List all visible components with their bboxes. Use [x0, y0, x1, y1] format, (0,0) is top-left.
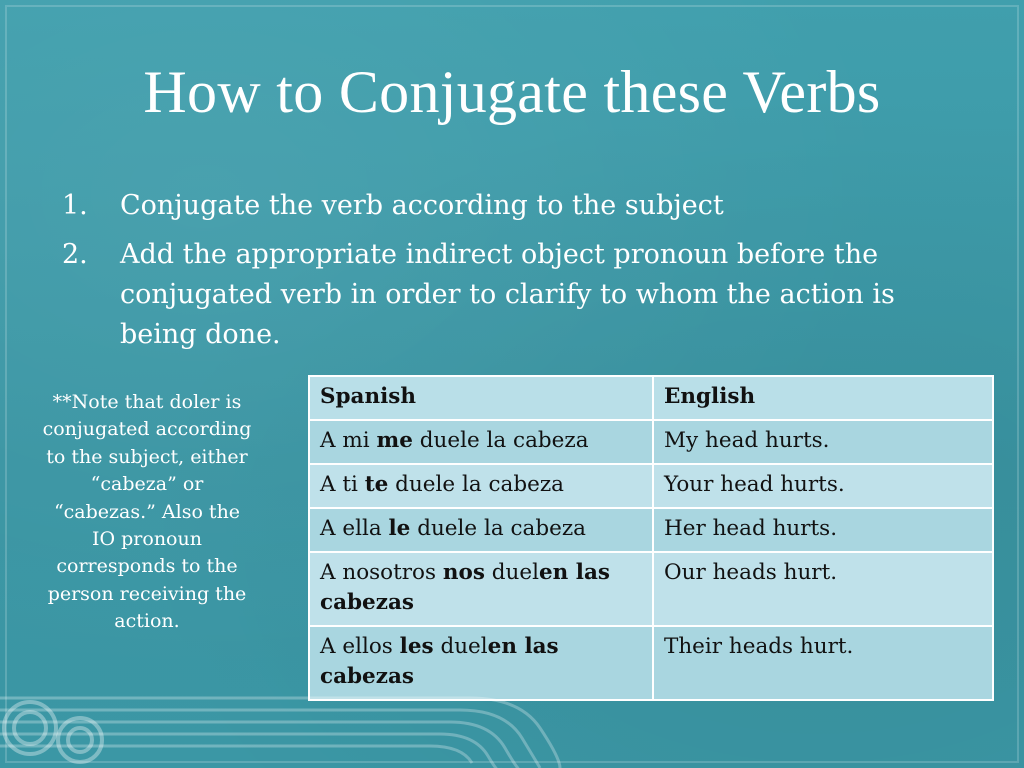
slide-title: How to Conjugate these Verbs: [143, 59, 881, 125]
step-number: 2.: [62, 239, 88, 270]
io-pronoun: les: [399, 634, 434, 659]
cell-spanish: [309, 420, 653, 464]
cell-spanish: [309, 552, 653, 626]
cell-text: A ellos: [320, 634, 400, 659]
step-item: [62, 186, 942, 226]
step-item: [62, 235, 942, 355]
cell-english: My head hurts.: [653, 420, 993, 464]
step-text: Add the appropriate indirect object pronoun before the conjugated verb in order to clarify to whom the action is being done.: [120, 239, 895, 350]
cell-text: duel: [484, 560, 539, 585]
io-pronoun: me: [376, 428, 413, 453]
cell-spanish: [309, 464, 653, 508]
conjugation-table-wrapper: [308, 375, 994, 701]
cell-text: duel: [433, 634, 488, 659]
header-spanish: Spanish: [309, 376, 653, 420]
table-row: [309, 552, 993, 626]
steps-list: [62, 186, 942, 364]
table-header-row: [309, 376, 993, 420]
verb-ending: en las cabezas: [320, 634, 559, 689]
cell-text: duele la cabeza: [388, 472, 564, 497]
step-text: Conjugate the verb according to the subject: [120, 190, 724, 221]
cell-text: duele la cabeza: [410, 516, 586, 541]
table-row: [309, 508, 993, 552]
cell-english: Our heads hurt.: [653, 552, 993, 626]
conjugation-table: [308, 375, 994, 701]
cell-text: duele la cabeza: [412, 428, 589, 453]
cell-text: A ella: [320, 516, 389, 541]
verb-ending: en las cabezas: [320, 560, 610, 615]
io-pronoun: nos: [442, 560, 485, 585]
decorative-swirl: [0, 678, 1024, 768]
header-english: English: [653, 376, 993, 420]
cell-text: A nosotros: [320, 560, 443, 585]
io-pronoun: te: [364, 472, 389, 497]
step-number: 1.: [62, 190, 88, 221]
cell-text: A mi: [320, 428, 377, 453]
cell-english: Your head hurts.: [653, 464, 993, 508]
cell-english: Her head hurts.: [653, 508, 993, 552]
cell-text: A ti: [320, 472, 365, 497]
io-pronoun: le: [388, 516, 411, 541]
side-note: **Note that doler is conjugated according to the subject, either “cabeza” or “cabezas.” Also the IO pronoun corresponds to the person receiving the action.: [42, 391, 252, 633]
table-row: [309, 420, 993, 464]
cell-english: Their heads hurt.: [653, 626, 993, 700]
table-row: [309, 464, 993, 508]
cell-spanish: [309, 508, 653, 552]
